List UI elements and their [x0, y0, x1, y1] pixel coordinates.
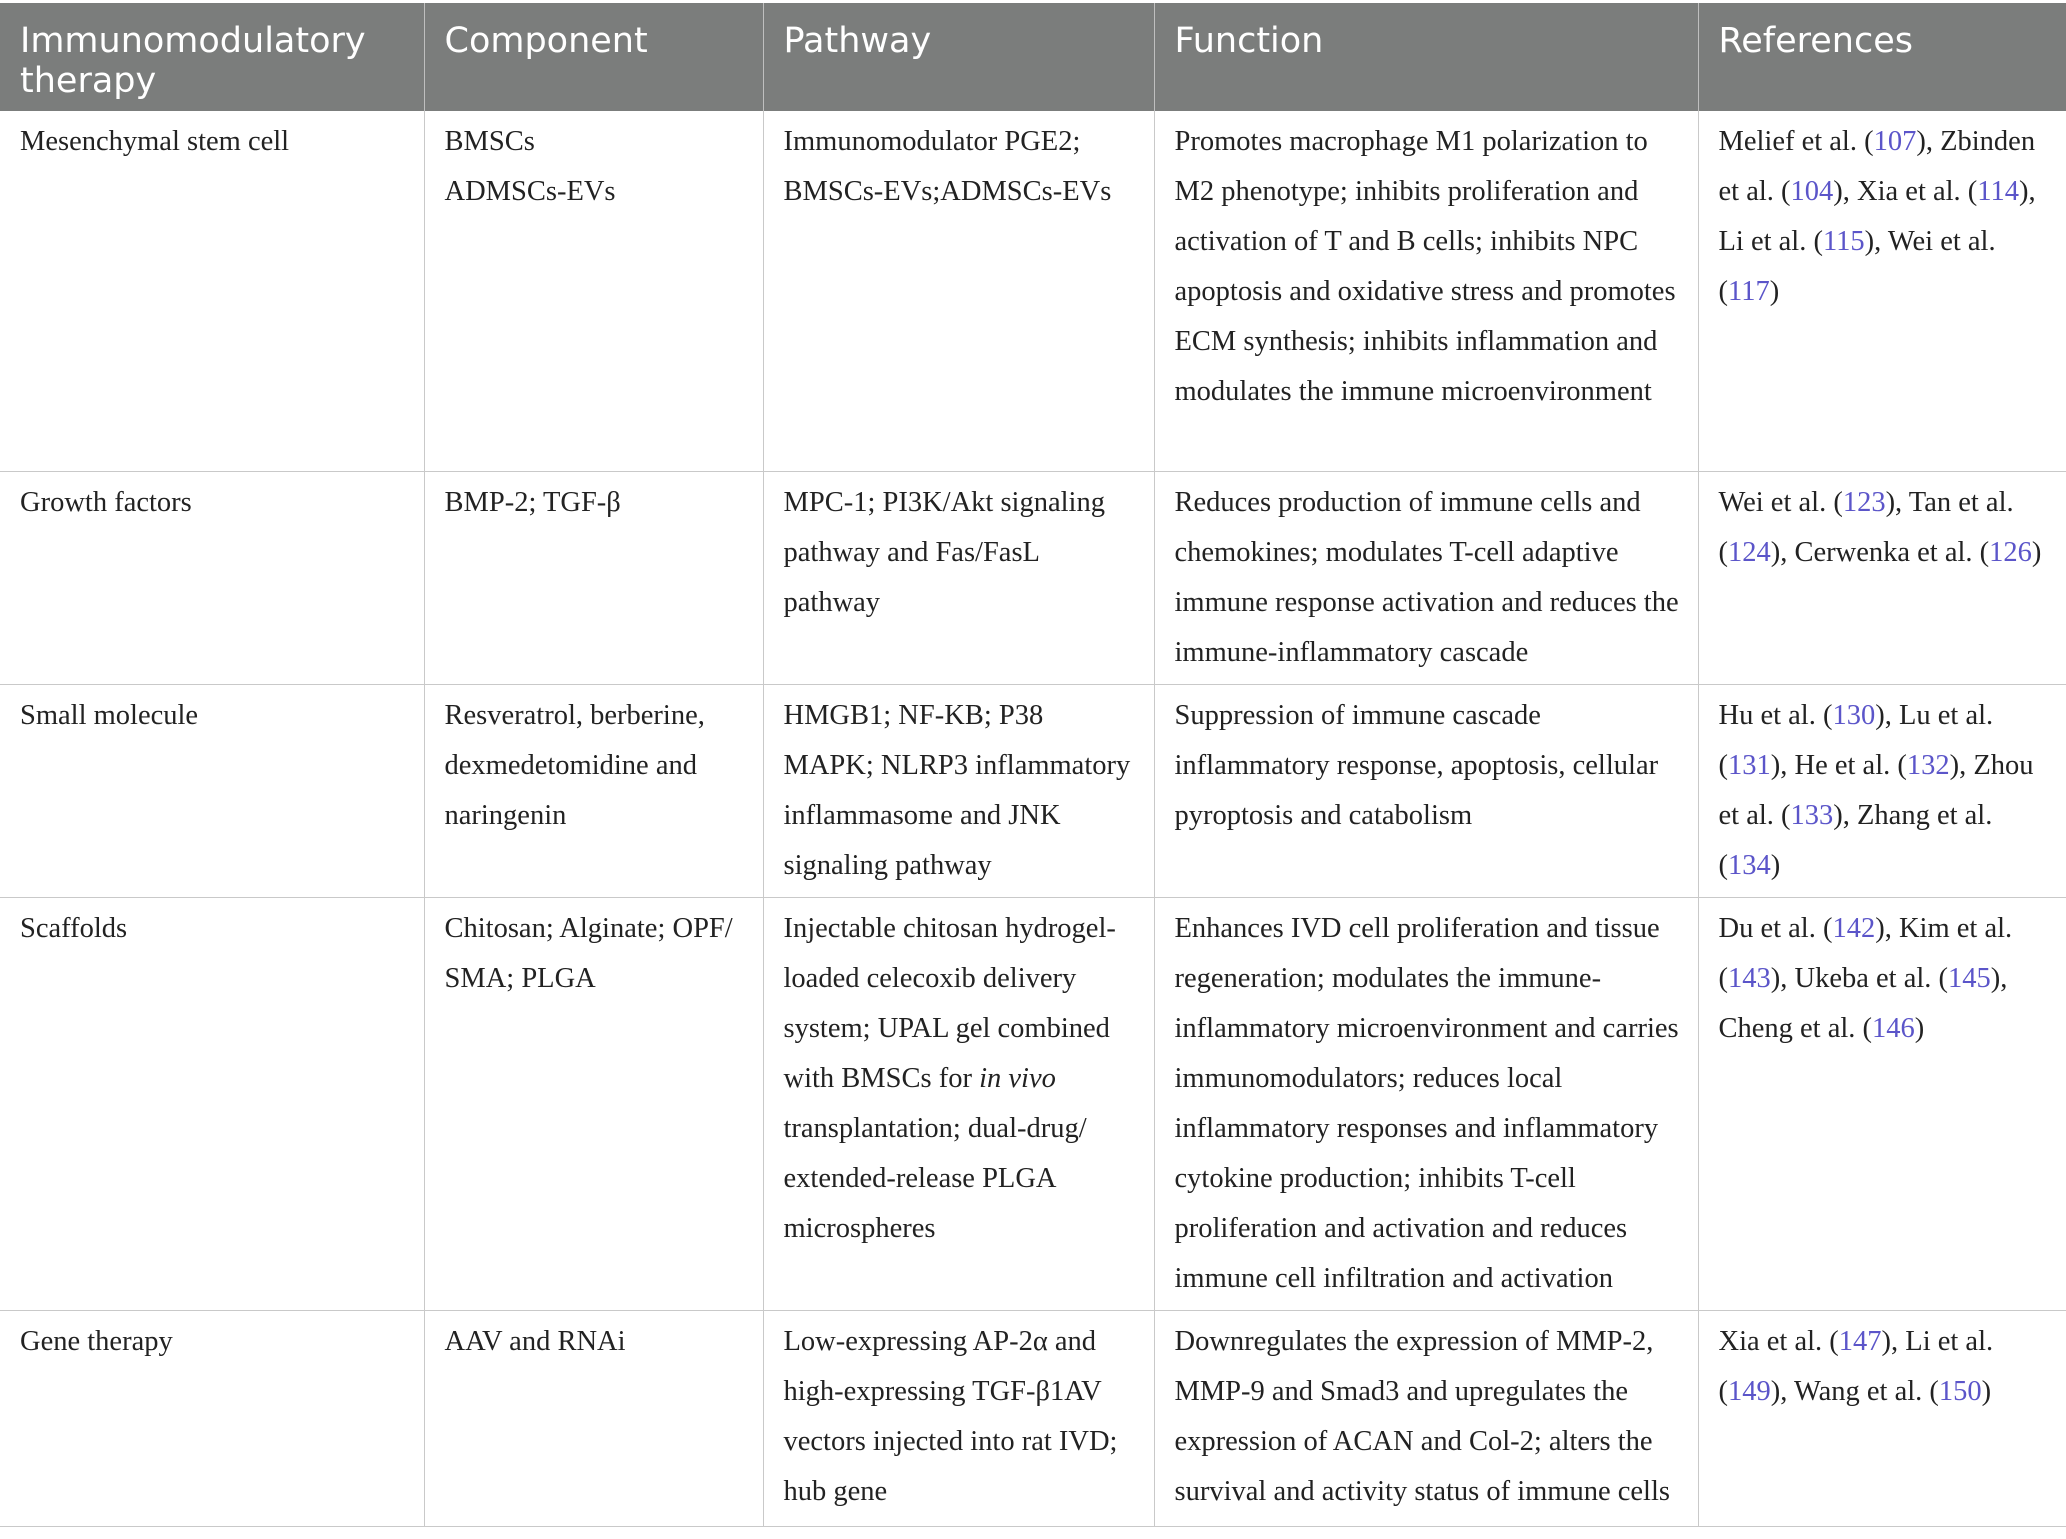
- cell-pathway: HMGB1; NF-KB; P38 MAPK; NLRP3 inflammatory inflammasome and JNK signaling pathway: [763, 684, 1154, 897]
- component-line: BMSCs: [444, 126, 535, 157]
- ref-author: Du et al. (: [1718, 912, 1833, 944]
- cell-function: Reduces production of immune cells and chemokines; modulates T-cell adaptive immune response activation and reduces the immune-inflammatory cascade: [1154, 471, 1698, 684]
- ref-author: Xia et al. (: [1857, 176, 1978, 207]
- table-row: [0, 897, 2066, 1310]
- component-line: Chitosan; Alginate; OPF/ SMA; PLGA: [444, 912, 733, 994]
- ref-sep: ),: [1949, 749, 1974, 781]
- ref-link[interactable]: 134: [1728, 849, 1771, 881]
- ref-link[interactable]: 146: [1872, 1012, 1915, 1044]
- ref-author: Zhang et al. (: [1718, 799, 1993, 881]
- ref-author: Zbinden et al. (: [1718, 126, 2036, 207]
- ref-sep: ),: [1875, 699, 1899, 731]
- ref-link[interactable]: 123: [1842, 486, 1886, 518]
- pathway-italic-text: in vivo: [979, 1062, 1056, 1094]
- ref-sep: ),: [1875, 912, 1899, 944]
- cell-pathway: Immunomodulator PGE2; BMSCs-EVs;ADMSCs-EVs: [763, 111, 1154, 471]
- ref-author: Hu et al. (: [1718, 699, 1833, 731]
- ref-link[interactable]: 131: [1728, 749, 1771, 781]
- cell-pathway: MPC-1; PI3K/Akt signaling pathway and Fas/FasL pathway: [763, 471, 1154, 684]
- ref-author: Wang et al. (: [1793, 1375, 1939, 1407]
- cell-references: [1698, 897, 2066, 1310]
- cell-references: [1698, 111, 2066, 471]
- ref-sep: ),: [1770, 536, 1795, 568]
- ref-link[interactable]: 130: [1832, 699, 1876, 731]
- ref-author: Wei et al. (: [1718, 226, 1996, 307]
- ref-link[interactable]: 114: [1977, 176, 2019, 207]
- ref-link[interactable]: 124: [1728, 536, 1771, 568]
- ref-author: Cheng et al. (: [1718, 1012, 1873, 1044]
- cell-function: Enhances IVD cell proliferation and tissue regeneration; modulates the immune-inflammatory microenvironment and carries immunomodulators; reduces local inflammatory responses and inflammatory cytokine production; inhibits T-cell proliferation and activation and reduces immune cell infiltration and activation: [1154, 897, 1698, 1310]
- ref-link[interactable]: 115: [1822, 226, 1865, 257]
- ref-sep: ): [1981, 1375, 1992, 1407]
- table-body: [0, 111, 2066, 1526]
- ref-author: Kim et al. (: [1718, 912, 2013, 994]
- cell-pathway: [763, 897, 1154, 1310]
- cell-component: [424, 1310, 763, 1526]
- cell-therapy: Small molecule: [0, 684, 424, 897]
- component-line: AAV and RNAi: [444, 1325, 626, 1357]
- ref-sep: ),: [1881, 1325, 1906, 1357]
- ref-link[interactable]: 107: [1873, 126, 1917, 157]
- ref-sep: ): [1914, 1012, 1925, 1044]
- ref-sep: ),: [1885, 486, 1909, 518]
- ref-sep: ),: [1770, 1375, 1794, 1407]
- header-component: Component: [424, 3, 763, 111]
- ref-author: Zhou et al. (: [1718, 749, 2034, 831]
- ref-author: Melief et al. (: [1718, 126, 1874, 157]
- ref-sep: ): [1769, 276, 1780, 307]
- header-references: References: [1698, 3, 2066, 111]
- header-pathway: Pathway: [763, 3, 1154, 111]
- ref-link[interactable]: 104: [1790, 176, 1834, 207]
- cell-component: [424, 684, 763, 897]
- therapy-table-container: [0, 3, 2066, 1527]
- ref-author: Lu et al. (: [1718, 699, 1994, 781]
- ref-author: Ukeba et al. (: [1794, 962, 1949, 994]
- ref-link[interactable]: 149: [1728, 1375, 1771, 1407]
- header-function: Function: [1154, 3, 1698, 111]
- ref-sep: ),: [1864, 226, 1888, 257]
- ref-link[interactable]: 147: [1838, 1325, 1882, 1357]
- cell-references: [1698, 684, 2066, 897]
- table-row: [0, 684, 2066, 897]
- ref-author: Cerwenka et al. (: [1794, 536, 1990, 568]
- cell-therapy: Mesenchymal stem cell: [0, 111, 424, 471]
- cell-therapy: Scaffolds: [0, 897, 424, 1310]
- ref-author: Tan et al. (: [1718, 486, 2014, 568]
- ref-sep: ),: [1990, 962, 2008, 994]
- cell-pathway: Low-expressing AP-2α and high-expressing TGF-β1AV vectors injected into rat IVD; hub gene: [763, 1310, 1154, 1526]
- ref-link[interactable]: 150: [1938, 1375, 1982, 1407]
- table-row: [0, 111, 2066, 471]
- cell-references: [1698, 1310, 2066, 1526]
- cell-references: [1698, 471, 2066, 684]
- table-row: [0, 471, 2066, 684]
- ref-sep: ): [2031, 536, 2042, 568]
- ref-sep: ),: [1770, 749, 1795, 781]
- ref-author: Li et al. (: [1718, 1325, 1994, 1407]
- ref-link[interactable]: 142: [1832, 912, 1876, 944]
- ref-author: He et al. (: [1794, 749, 1907, 781]
- ref-author: Xia et al. (: [1718, 1325, 1839, 1357]
- cell-component: [424, 897, 763, 1310]
- cell-component: [424, 111, 763, 471]
- pathway-text: Injectable chitosan hydrogel-loaded celecoxib delivery system; UPAL gel combined with BMSCs for: [783, 912, 1116, 1094]
- ref-sep: ),: [2019, 176, 2036, 207]
- header-row: [0, 3, 2066, 111]
- cell-therapy: Growth factors: [0, 471, 424, 684]
- pathway-text: transplantation; dual-drug/ extended-release PLGA microspheres: [783, 1112, 1087, 1244]
- cell-function: Promotes macrophage M1 polarization to M2 phenotype; inhibits proliferation and activation of T and B cells; inhibits NPC apoptosis and oxidative stress and promotes ECM synthesis; inhibits inflammation and modulates the immune microenvironment: [1154, 111, 1698, 471]
- header-therapy: Immunomodulatory therapy: [0, 3, 424, 111]
- cell-therapy: Gene therapy: [0, 1310, 424, 1526]
- ref-link[interactable]: 117: [1728, 276, 1770, 307]
- table-row: [0, 1310, 2066, 1526]
- ref-sep: ),: [1833, 799, 1858, 831]
- ref-sep: ),: [1833, 176, 1858, 207]
- ref-author: Wei et al. (: [1718, 486, 1843, 518]
- table-header: [0, 3, 2066, 111]
- component-line: ADMSCs-EVs: [444, 176, 616, 207]
- component-line: Resveratrol, berberine, dexmedetomidine and naringenin: [444, 699, 705, 831]
- ref-sep: ),: [1770, 962, 1795, 994]
- ref-link[interactable]: 145: [1948, 962, 1991, 994]
- cell-function: Suppression of immune cascade inflammatory response, apoptosis, cellular pyroptosis and catabolism: [1154, 684, 1698, 897]
- ref-link[interactable]: 143: [1728, 962, 1771, 994]
- ref-link[interactable]: 126: [1989, 536, 2032, 568]
- immunomodulatory-therapy-table: [0, 3, 2066, 1527]
- ref-sep: ),: [1916, 126, 1941, 157]
- cell-function: Downregulates the expression of MMP-2, MMP-9 and Smad3 and upregulates the expression of ACAN and Col-2; alters the survival and activity status of immune cells: [1154, 1310, 1698, 1526]
- ref-link[interactable]: 133: [1790, 799, 1834, 831]
- ref-link[interactable]: 132: [1906, 749, 1950, 781]
- component-line: BMP-2; TGF-β: [444, 486, 621, 518]
- ref-sep: ): [1770, 849, 1781, 881]
- ref-author: Li et al. (: [1718, 226, 1823, 257]
- cell-component: [424, 471, 763, 684]
